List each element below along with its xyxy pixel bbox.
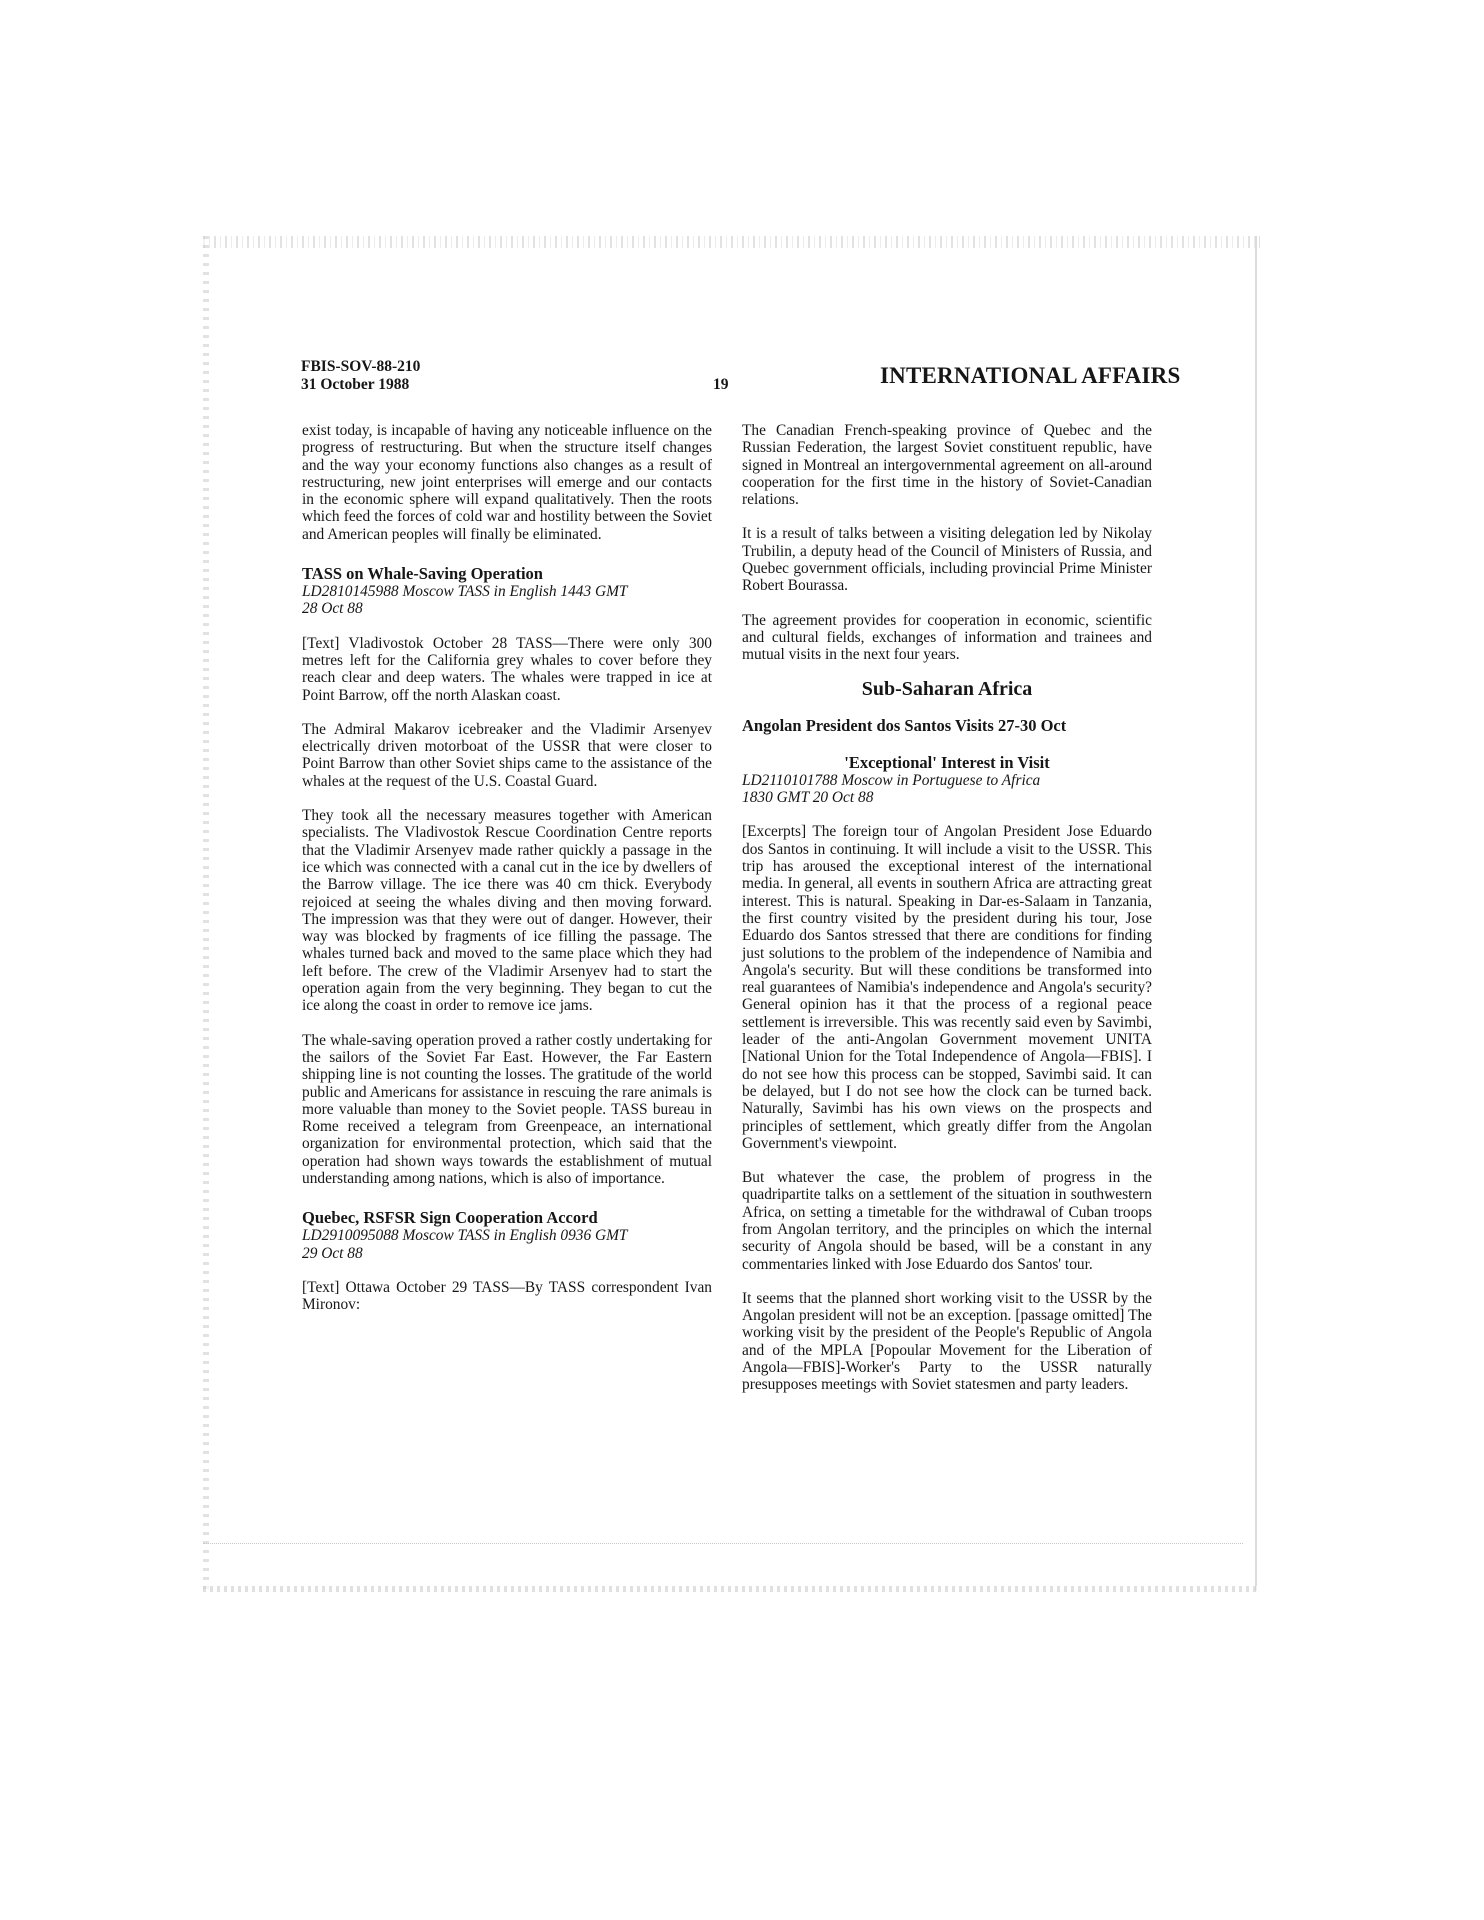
section-heading-africa: Sub-Saharan Africa — [861, 677, 1033, 700]
body-paragraph: But whatever the case, the problem of progress in the quadripartite talks on a settlement of the situation in southwestern Africa, on setting a timetable for the withdrawal of Cuban troops from Angolan territory, and the principles on which the internal security of Angola should be based, will be a constant in any commentaries linked with Jose Eduardo dos Santos' tour. — [742, 1169, 1152, 1273]
running-header-left — [301, 358, 420, 394]
body-paragraph: They took all the necessary measures together with American specialists. The Vladivostok Rescue Coordination Centre reports that the Vladimir Arsenyev made rather quickly a passage in the ice which was connected with a canal cut in the ice by dwellers of the Barrow village. The ice there was 40 cm thick. Everybody rejoiced at seeing the whales diving and then moving forward. The impression was that they were out of danger. However, their way was blocked by fragments of ice filling the passage. The whales turned back and moved to the same place which they had left before. The crew of the Vladimir Arsenyev had to start the operation again from the very beginning. They began to cut the ice along the coast in order to remove ice jams. — [302, 807, 712, 1015]
body-paragraph: The Admiral Makarov icebreaker and the Vladimir Arsenyev electrically driven motorboat of the USSR that were closer to Point Barrow than other Soviet ships came to the assistance of the whales at the request of the U.S. Coastal Guard. — [302, 720, 712, 790]
scan-right-edge — [1255, 236, 1257, 1591]
left-column — [302, 422, 712, 1330]
scan-left-edge — [203, 236, 209, 1591]
dateline-line-2: 29 Oct 88 — [302, 1244, 363, 1262]
dateline-line-1: LD2910095088 Moscow TASS in English 0936 GMT — [302, 1227, 628, 1245]
article-title-angola: Angolan President dos Santos Visits 27-30 Oct — [742, 715, 1067, 735]
body-paragraph: [Excerpts] The foreign tour of Angolan President Jose Eduardo dos Santos in continuing. It will include a visit to the USSR. This trip has aroused the exceptional interest of the international media. In general, all events in southern Africa are attracting great interest. This is natural. Speaking in Dar-es-Salaam in Tanzania, the first country visited by the president during his tour, Jose Eduardo dos Santos stressed that there are conditions for finding just solutions to the problem of the independence of Namibia and Angola's security. But will these conditions be transformed into real guarantees of Namibia's independence and Angola's security? General opinion has it that the process of a regional peace settlement is irreversible. This was recently said even by Savimbi, leader of the anti-Angolan Government movement UNITA [National Union for the Total Independence of Angola—FBIS]. I do not see how this process can be stopped, Savimbi said. It can be delayed, but I do not see how the clock can be turned back. Naturally, Savimbi has his own views on the prospects and principles of settlement, which greatly differ from the Angolan Government's viewpoint. — [742, 823, 1152, 1152]
body-paragraph: It is a result of talks between a visiting delegation led by Nikolay Trubilin, a deputy head of the Council of Ministers of Russia, and Quebec government officials, including provincial Prime Minister Robert Bourassa. — [742, 525, 1152, 595]
continued-paragraph: exist today, is incapable of having any noticeable influence on the progress of restructuring. But when the structure itself changes and the way your economy functions also changes as a result of restructuring, new joint enterprises will emerge and our contacts in the economic sphere will expand qualitatively. Then the roots which feed the forces of cold war and hostility between the Soviet and American peoples will finally be eliminated. — [302, 422, 712, 543]
body-paragraph: [Text] Ottawa October 29 TASS—By TASS correspondent Ivan Mironov: — [302, 1278, 712, 1314]
right-column — [742, 422, 1152, 1411]
article-dateline-whale — [302, 583, 712, 618]
scan-bottom-edge — [203, 1586, 1260, 1592]
page-number: 19 — [713, 376, 729, 393]
article-dateline-quebec — [302, 1227, 712, 1262]
dateline-line-2: 1830 GMT 20 Oct 88 — [742, 789, 874, 807]
article-dateline-angola — [742, 772, 1152, 807]
body-paragraph: The agreement provides for cooperation in economic, scientific and cultural fields, exchanges of information and trainees and mutual visits in the next four years. — [742, 611, 1152, 664]
body-paragraph: [Text] Vladivostok October 28 TASS—There were only 300 metres left for the California grey whales to cover before they reach clear and deep waters. The whales were trapped in ice at Point Barrow, off the north Alaskan coast. — [302, 634, 712, 704]
dateline-line-1: LD2110101788 Moscow in Portuguese to Africa — [742, 771, 1041, 789]
scan-fold-line — [203, 1543, 1243, 1544]
body-paragraph: It seems that the planned short working visit to the USSR by the Angolan president will not be an exception. [passage omitted] The working visit by the president of the People's Republic of Angola and of the MPLA [Popoular Movement for the Liberation of Angola—FBIS]-Worker's Party to the USSR naturally presupposes meetings with Soviet statesmen and party leaders. — [742, 1289, 1152, 1394]
scan-top-edge — [203, 236, 1260, 248]
article-title-whale: TASS on Whale-Saving Operation — [302, 564, 543, 584]
section-header: INTERNATIONAL AFFAIRS — [880, 363, 1181, 388]
dateline-line-2: 28 Oct 88 — [302, 600, 363, 618]
doc-date: 31 October 1988 — [301, 376, 410, 393]
article-subtitle-angola: 'Exceptional' Interest in Visit — [844, 752, 1050, 772]
article-title-quebec: Quebec, RSFSR Sign Cooperation Accord — [302, 1208, 598, 1228]
doc-id: FBIS-SOV-88-210 — [301, 358, 421, 375]
body-paragraph: The whale-saving operation proved a rather costly undertaking for the sailors of the Soviet Far East. However, the Far Eastern shipping line is not counting the losses. The gratitude of the world public and Americans for assistance in rescuing the rare animals is more valuable than money to the Soviet people. TASS bureau in Rome received a telegram from Greenpeace, an international organization for environmental protection, which said that the operation had shown ways towards the establishment of mutual understanding among nations, which is also of importance. — [302, 1031, 712, 1187]
dateline-line-1: LD2810145988 Moscow TASS in English 1443 GMT — [302, 583, 628, 601]
body-paragraph: The Canadian French-speaking province of Quebec and the Russian Federation, the largest Soviet constituent republic, have signed in Montreal an intergovernmental agreement on all-around cooperation for the first time in the history of Soviet-Canadian relations. — [742, 422, 1152, 509]
